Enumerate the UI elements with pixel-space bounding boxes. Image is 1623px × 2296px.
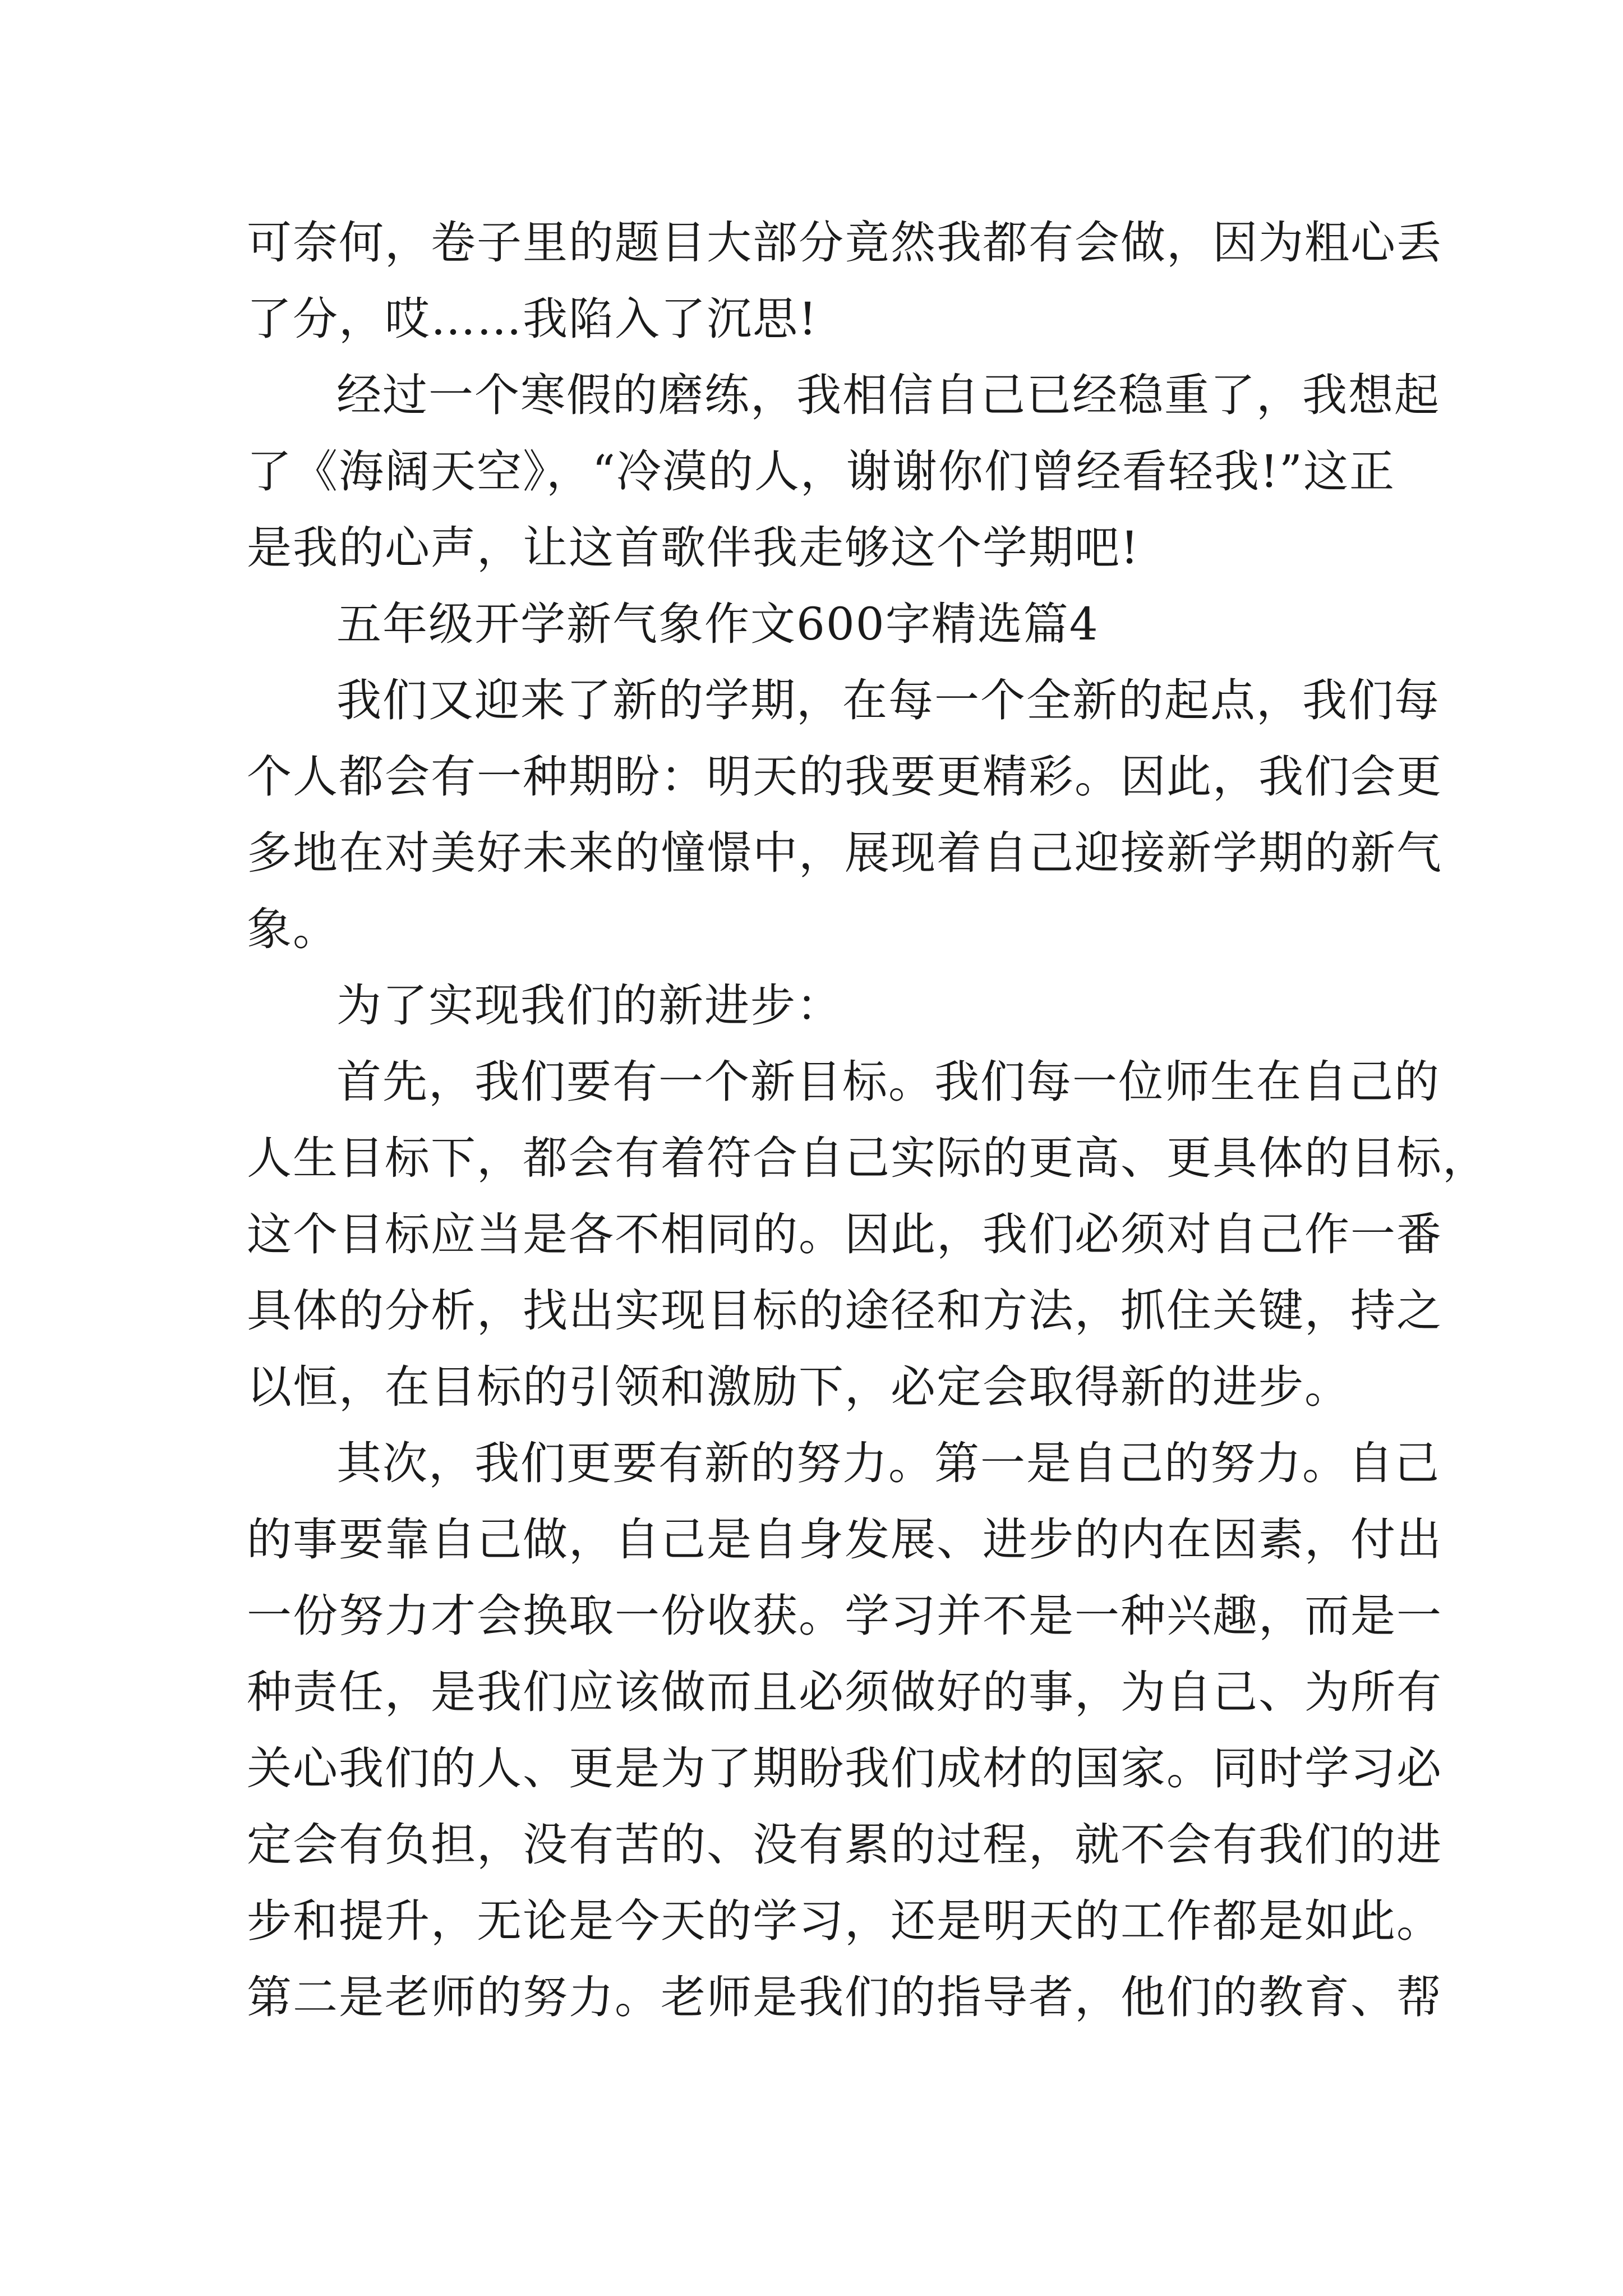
text-line: 可奈何，卷子里的题目大部分竟然我都有会做，因为粗心丢: [247, 217, 1442, 269]
text-line: 定会有负担，没有苦的、没有累的过程，就不会有我们的进: [247, 1819, 1442, 1871]
text-line: 关心我们的人、更是为了期盼我们成材的国家。同时学习必: [247, 1742, 1442, 1795]
text-line: 了分，哎……我陷入了沉思!: [247, 293, 818, 345]
section-heading: 五年级开学新气象作文600字精选篇4: [336, 598, 1099, 650]
text-line: 象。: [247, 903, 339, 955]
text-line: 个人都会有一种期盼：明天的我要更精彩。因此，我们会更: [247, 751, 1442, 803]
text-line: 第二是老师的努力。老师是我们的指导者，他们的教育、帮: [247, 1971, 1442, 2023]
text-line: 首先，我们要有一个新目标。我们每一位师生在自己的: [336, 1056, 1440, 1108]
text-line: 经过一个寒假的磨练，我相信自己已经稳重了，我想起: [336, 369, 1440, 421]
text-line: 的事要靠自己做，自己是自身发展、进步的内在因素，付出: [247, 1513, 1442, 1566]
text-line: 是我的心声，让这首歌伴我走够这个学期吧!: [247, 522, 1140, 574]
text-line: 多地在对美好未来的憧憬中，展现着自己迎接新学期的新气: [247, 827, 1442, 879]
text-line: 具体的分析，找出实现目标的途径和方法，抓住关键，持之: [247, 1285, 1442, 1337]
text-line: 步和提升，无论是今天的学习，还是明天的工作都是如此。: [247, 1895, 1442, 1947]
text-line: 一份努力才会换取一份收获。学习并不是一种兴趣，而是一: [247, 1590, 1442, 1642]
text-line: 这个目标应当是各不相同的。因此，我们必须对自己作一番: [247, 1208, 1442, 1260]
text-line: 其次，我们更要有新的努力。第一是自己的努力。自己: [336, 1437, 1440, 1489]
text-line: 为了实现我们的新进步：: [336, 979, 842, 1032]
text-line: 我们又迎来了新的学期，在每一个全新的起点，我们每: [336, 674, 1440, 726]
text-line: 人生目标下，都会有着符合自己实际的更高、更具体的目标，: [247, 1132, 1488, 1184]
text-line: 种责任，是我们应该做而且必须做好的事，为自己、为所有: [247, 1666, 1442, 1718]
body-text: [247, 205, 1488, 2036]
text-line: 了《海阔天空》，“冷漠的人，谢谢你们曾经看轻我!”这正: [247, 445, 1395, 498]
text-line: 以恒，在目标的引领和激励下，必定会取得新的进步。: [247, 1361, 1350, 1413]
